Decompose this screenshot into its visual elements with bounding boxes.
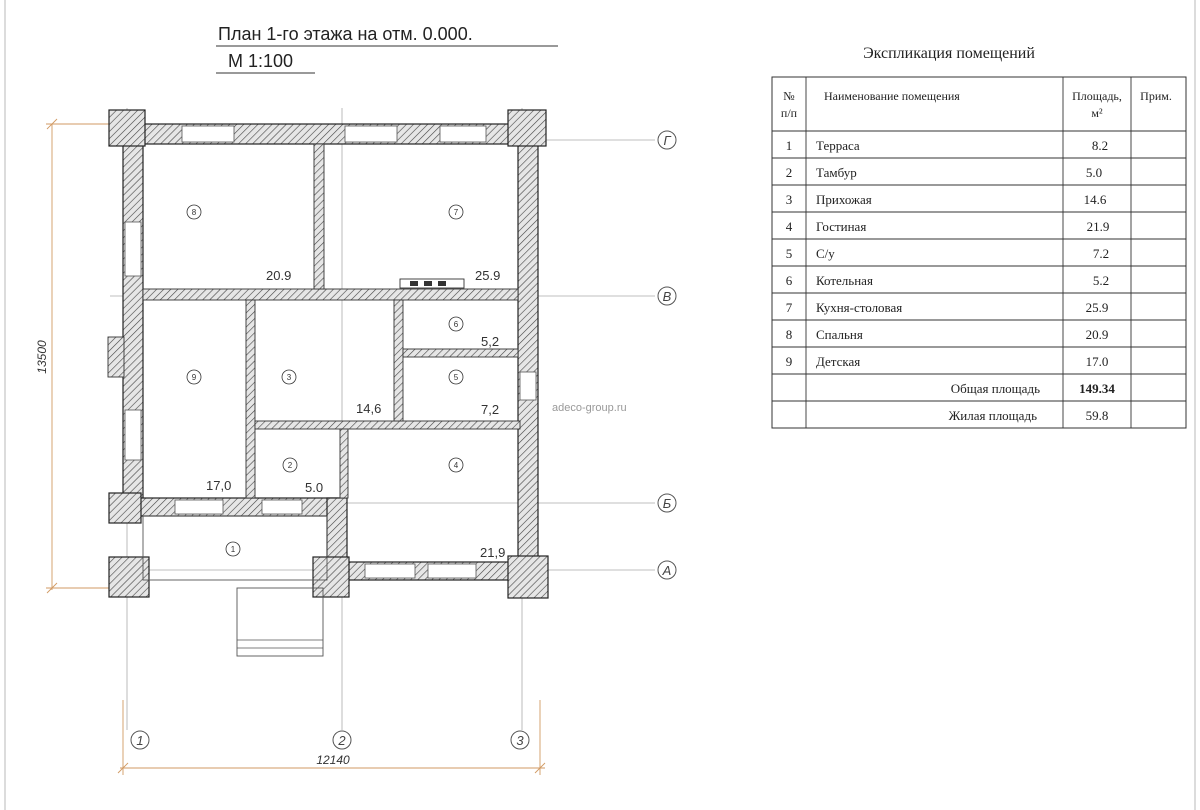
wall-interior-nursery xyxy=(246,300,255,498)
row-num: 8 xyxy=(785,327,793,342)
row-name: Гостиная xyxy=(816,219,867,234)
axis-label-3: 3 xyxy=(516,733,524,748)
room-area-9: 17,0 xyxy=(206,478,232,493)
row-area: 25.9 xyxy=(1085,300,1109,315)
room-num-6: 6 xyxy=(453,320,459,329)
wall-interior-boiler-left xyxy=(394,300,403,421)
room-num-1: 1 xyxy=(230,545,236,554)
plan-scale: М 1:100 xyxy=(228,51,294,71)
room-area-2: 5.0 xyxy=(305,480,324,495)
wall-interior-boiler-bottom xyxy=(403,349,518,357)
plan-title-line1: План 1-го этажа на отм. 0.000. xyxy=(218,24,473,44)
pilaster-ne xyxy=(508,110,546,146)
row-num: 3 xyxy=(785,192,793,207)
wall-interior-vestibule xyxy=(340,429,348,498)
axis-label-b: Б xyxy=(662,496,672,511)
height-dimension: 13500 xyxy=(35,340,49,374)
total-area-label: Общая площадь xyxy=(950,381,1040,396)
room-area-3: 14,6 xyxy=(356,401,382,416)
table-row xyxy=(786,138,1108,153)
table-row xyxy=(786,219,1110,234)
pilaster-w-mid xyxy=(109,493,141,523)
wall-interior-bedroom-kitchen xyxy=(314,144,324,289)
axis-label-a: А xyxy=(662,563,672,578)
row-num: 2 xyxy=(785,165,793,180)
table-row xyxy=(786,246,1109,261)
header-num-line2: п/п xyxy=(780,106,798,120)
watermark: adeco-group.ru xyxy=(552,402,627,414)
window-south-4 xyxy=(428,564,476,578)
row-area: 20.9 xyxy=(1085,327,1109,342)
table-row xyxy=(786,192,1107,207)
header-area-line2: м² xyxy=(1091,106,1103,120)
row-area: 5.0 xyxy=(1085,165,1103,180)
plan-title xyxy=(216,24,558,73)
building-walls xyxy=(108,110,548,656)
window-east-1 xyxy=(520,372,536,400)
row-area: 17.0 xyxy=(1085,354,1109,369)
table-row xyxy=(786,300,1109,315)
window-south-1 xyxy=(175,500,223,514)
row-name: Котельная xyxy=(816,273,873,288)
table-row xyxy=(786,327,1109,342)
pilaster-se xyxy=(508,556,548,598)
room-area-8: 20.9 xyxy=(266,268,292,283)
pilaster-nw xyxy=(109,110,145,146)
row-name: Прихожая xyxy=(816,192,872,207)
header-num-line1: № xyxy=(783,89,795,103)
wall-interior-hall-bottom xyxy=(255,421,520,429)
row-num: 1 xyxy=(785,138,793,153)
header-note: Прим. xyxy=(1140,89,1172,103)
dimension-lines xyxy=(35,119,545,775)
table-row xyxy=(786,354,1109,369)
living-area-value: 59.8 xyxy=(1085,408,1109,423)
living-area-label: Жилая площадь xyxy=(948,408,1037,423)
row-name: С/у xyxy=(816,246,835,261)
axis-label-v: В xyxy=(662,289,672,304)
row-name: Тамбур xyxy=(816,165,857,180)
header-name: Наименование помещения xyxy=(824,89,960,103)
explication-title: Экспликация помещений xyxy=(863,45,1035,62)
room-num-9: 9 xyxy=(191,373,197,382)
window-north-1 xyxy=(182,126,234,142)
row-area: 8.2 xyxy=(1091,138,1109,153)
wall-east xyxy=(518,124,538,580)
room-area-6: 5,2 xyxy=(481,334,500,349)
axis-label-g: Г xyxy=(663,133,671,148)
window-south-3 xyxy=(365,564,415,578)
wall-bay-west xyxy=(108,337,124,377)
row-area: 7.2 xyxy=(1092,246,1110,261)
room-num-5: 5 xyxy=(453,373,459,382)
axis-label-1: 1 xyxy=(136,733,144,748)
pilaster-s-mid xyxy=(313,557,349,597)
row-area: 21.9 xyxy=(1086,219,1110,234)
total-area-value: 149.34 xyxy=(1079,381,1115,396)
room-area-5: 7,2 xyxy=(481,402,500,417)
window-west-2 xyxy=(125,410,141,460)
width-dimension: 12140 xyxy=(316,753,350,767)
row-num: 9 xyxy=(785,354,793,369)
window-south-2 xyxy=(262,500,302,514)
row-area: 5.2 xyxy=(1092,273,1110,288)
room-num-8: 8 xyxy=(191,208,197,217)
header-area-line1: Площадь, xyxy=(1072,89,1122,103)
wall-south-left xyxy=(123,498,338,516)
table-row xyxy=(786,273,1109,288)
explication-table xyxy=(772,45,1186,428)
row-num: 4 xyxy=(785,219,793,234)
axis-label-2: 2 xyxy=(338,733,346,748)
row-name: Детская xyxy=(816,354,861,369)
row-num: 6 xyxy=(785,273,793,288)
window-north-2 xyxy=(345,126,397,142)
terrace-steps xyxy=(237,588,323,656)
room-num-3: 3 xyxy=(286,373,292,382)
window-north-3 xyxy=(440,126,486,142)
row-name: Терраса xyxy=(816,138,860,153)
row-num: 7 xyxy=(785,300,793,315)
table-row xyxy=(786,165,1102,180)
wall-interior-horizontal xyxy=(143,289,518,300)
row-area: 14.6 xyxy=(1083,192,1107,207)
window-west-1 xyxy=(125,222,141,276)
room-num-2: 2 xyxy=(287,461,293,470)
room-area-4: 21,9 xyxy=(480,545,506,560)
row-name: Кухня-столовая xyxy=(816,300,903,315)
row-num: 5 xyxy=(785,246,793,261)
room-area-7: 25.9 xyxy=(475,268,501,283)
room-num-7: 7 xyxy=(453,208,459,217)
room-num-4: 4 xyxy=(453,461,459,470)
row-name: Спальня xyxy=(816,327,863,342)
